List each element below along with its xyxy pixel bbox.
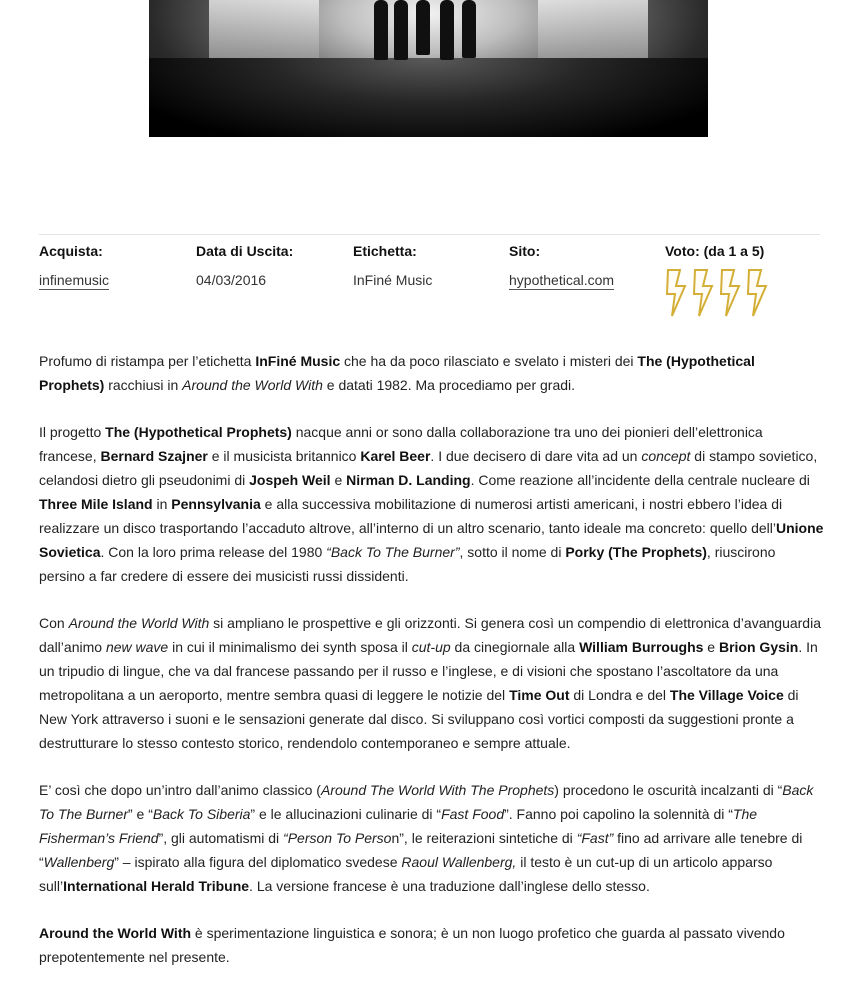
review-paragraph: Il progetto The (Hypothetical Prophets) nacque anni or sono dalla collaborazione tra uno dei pionieri dell’elettronica francese, Bernard Szajner e il musicista britannico Karel Beer. I due decisero di dare vita ad un concept di stampo sovietico, celandosi dietro gli pseudonimi di Jospeh Weil e Nirman D. Landing. Come reazione all’incidente della centrale nucleare di Three Mile Island in Pennsylvania e alla successiva mobilitazione di numerosi artisti americani, i nostri ebbero l’idea di realizzare un disco trasportando l’accaduto altrove, all’interno di un altro scenario, tanto ideale ma concreto: quello dell’Unione Sovietica. Con la loro prima release del 1980 “Back To The Burner”, sotto il nome di Porky (The Prophets), riuscirono persino a far credere di essere dei musicisti russi dissidenti. [39, 424, 824, 584]
review-paragraph: Con Around the World With si ampliano le prospettive e gli orizzonti. Si genera così un compendio di elettronica d’avanguardia dall’animo new wave in cui il minimalismo dei synth sposa il cut-up da cinegiornale alla William Burroughs e Brion Gysin. In un tripudio di lingue, che va dal francese passando per il russo e l’inglese, e di visioni che spostano l’ascoltatore da una metropolitana a un aeroporto, mentre sembra quasi di leggere le notizie del Time Out di Londra e del The Village Voice di New York attraverso i suoni e le sensazioni generate dal disco. Si sviluppano così vortici composti da suggestioni pronte a destrutturare lo stesso contesto storico, rendendolo contemporaneo e sempre attuale. [39, 615, 821, 751]
review-paragraph: Around the World With è sperimentazione linguistica e sonora; è un non luogo profetico che guarda al passato vivendo prepotentemente nel presente. [39, 925, 785, 965]
info-rating-label: Voto: (da 1 a 5) [665, 243, 765, 259]
lightning-bolt-icon [665, 268, 689, 318]
review-paragraph: Profumo di ristampa per l’etichetta InFiné Music che ha da poco rilasciato e svelato i misteri dei The (Hypothetical Prophets) racchiusi in Around the World With e datati 1982. Ma procediamo per gradi. [39, 353, 755, 393]
buy-link[interactable]: infinemusic [39, 272, 110, 288]
release-date: 04/03/2016 [196, 272, 267, 288]
info-buy-label: Acquista: [39, 243, 103, 259]
info-record-label-label: Etichetta: [353, 243, 417, 259]
info-release-label: Data di Uscita: [196, 243, 294, 259]
photo-arch-left [209, 0, 319, 60]
lightning-bolt-icon [692, 268, 716, 318]
record-label-value: InFiné Music [353, 272, 433, 288]
album-photo [149, 0, 708, 137]
info-site-label: Sito: [509, 243, 541, 259]
review-body [39, 349, 824, 992]
photo-ground [149, 58, 708, 137]
review-paragraph: E’ così che dopo un’intro dall’animo classico (Around The World With The Prophets) procedono le oscurità incalzanti di “Back To The Burner” e “Back To Siberia” e le allucinazioni culinarie di “Fast Food”. Fanno poi capolino la solennità di “The Fisherman’s Friend”, gli automatismi di “Person To Person”, le reiterazioni sintetiche di “Fast” fino ad arrivare alle tenebre di “Wallenberg” – ispirato alla figura del diplomatico svedese Raoul Wallenberg, il testo è un cut-up di un articolo apparso sull’International Herald Tribune. La versione francese è una traduzione dall’inglese dello stesso. [39, 782, 814, 894]
album-info-table [39, 234, 820, 288]
lightning-bolt-icon [719, 268, 743, 318]
photo-figures [354, 0, 504, 62]
site-link[interactable]: hypothetical.com [509, 272, 615, 288]
lightning-bolt-icon [746, 268, 770, 318]
photo-arch-right [538, 0, 648, 60]
rating-bolts [665, 268, 770, 318]
